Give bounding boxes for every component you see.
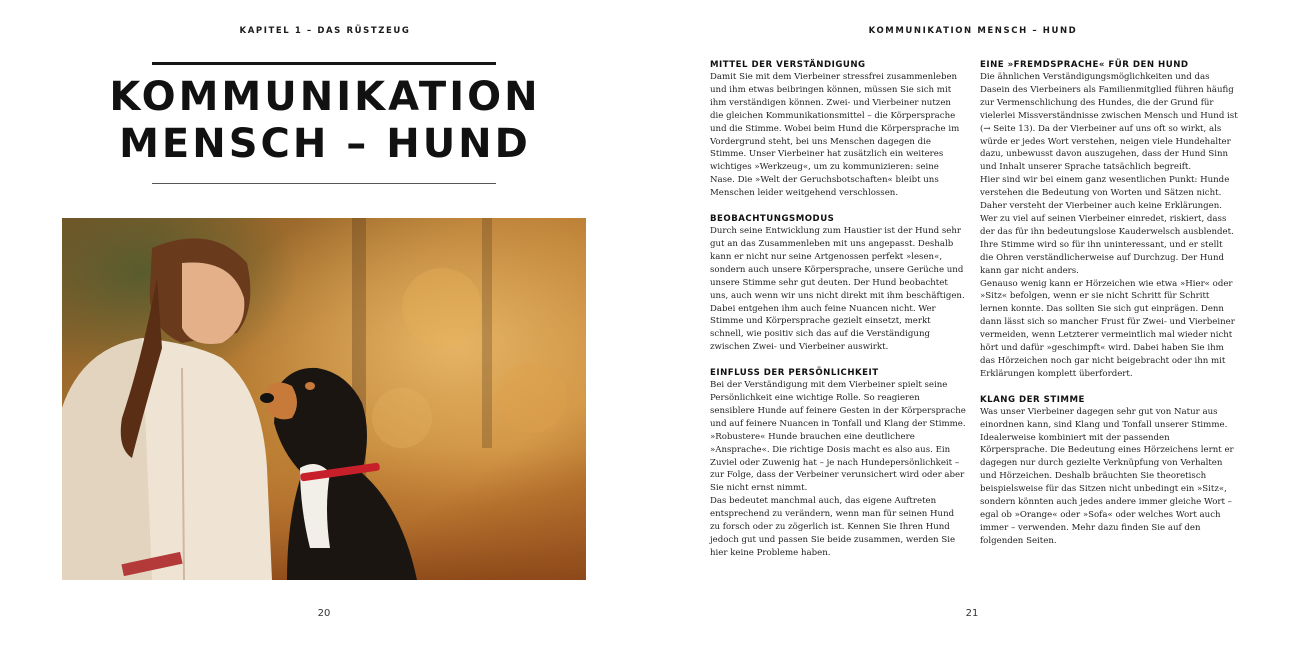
chapter-title-line-1: KOMMUNIKATION xyxy=(109,74,541,120)
section-klang xyxy=(980,394,1238,548)
section-paragraph: Das bedeutet manchmal auch, das eigene Auftreten entsprechend zu verändern, wenn man für seinen Hund zu forsch oder zu zögerlich ist. Kennen Sie Ihren Hund jedoch gut und passen Sie beide zusammen, werden Sie hier keine Probleme haben. xyxy=(710,496,956,558)
running-head-left: KAPITEL 1 – DAS RÜSTZEUG xyxy=(239,26,411,36)
section-heading: MITTEL DER VERSTÄNDIGUNG xyxy=(710,60,866,70)
page-number-right: 21 xyxy=(965,608,979,619)
section-heading: BEOBACHTUNGSMODUS xyxy=(710,214,835,225)
section-heading: KLANG DER STIMME xyxy=(980,394,1085,405)
section-fremdsprache xyxy=(980,59,1238,381)
section-mittel xyxy=(710,59,966,200)
title-rule-top xyxy=(152,62,496,65)
section-beobachtung xyxy=(710,213,966,354)
chapter-title xyxy=(100,74,550,168)
section-persoenlichkeit xyxy=(710,367,966,560)
section-paragraph: Was unser Vierbeiner dagegen sehr gut von Natur aus einordnen kann, sind Klang und Tonfall unserer Stimme. Idealerweise kombiniert mit der passenden Körpersprache. Die Bedeutung eines Hörzeichens lernt er dagegen nur durch gezielte Verknüpfung von Verhalten und Hörzeichen. Deshalb bräuchten Sie theoretisch beispielsweise für das Sitzen nicht unbedingt ein »Sitz«, sondern könnten auch jedes andere immer gleiche Wort – egal ob »Orange« oder »Sofa« oder welches Wort auch immer – verwenden. Mehr dazu finden Sie auf den folgenden Seiten. xyxy=(980,406,1234,546)
woman-and-dog-photo xyxy=(62,218,586,580)
section-paragraph: Die ähnlichen Verständigungsmöglichkeiten und das Dasein des Vierbeiners als Familienmitglied führen häufig zur Vermenschlichung des Hundes, die der Grund für vielerlei Missverständnisse zwischen Mensch und Hund ist (→ Seite 13). Da der Vierbeiner auf uns oft so wirkt, als würde er jedes Wort verstehen, neigen viele Hundehalter dazu, unbewusst davon auszugehen, dass der Hund Sinn und Inhalt unserer Sprache tatsächlich begreift. xyxy=(980,72,1238,173)
running-head-right: KOMMUNIKATION MENSCH – HUND xyxy=(868,26,1078,36)
chapter-title-line-2: MENSCH – HUND xyxy=(119,121,531,167)
section-paragraph: Damit Sie mit dem Vierbeiner stressfrei zusammenleben und ihm etwas beibringen können, müssen Sie sich mit ihm verständigen können. Zwei- und Vierbeiner nutzen die gleichen Kommunikationsmittel – die Körpersprache und die Stimme. Wobei beim Hund die Körpersprache im Vordergrund steht, bei uns Menschen dagegen die Stimme. Unser Vierbeiner hat zusätzlich ein weiteres wichtiges »Werkzeug«, um zu kommunizieren: seine Nase. Die »Welt der Geruchsbotschaften« bleibt uns Menschen leider weitgehend verschlossen. xyxy=(710,72,960,199)
text-column-right xyxy=(980,59,1238,561)
title-rule-bottom xyxy=(152,183,496,184)
section-paragraph: Durch seine Entwicklung zum Haustier ist der Hund sehr gut an das Zusammenleben mit uns angepasst. Deshalb kann er nicht nur seine Artgenossen perfekt »lesen«, sondern auch unsere Körpersprache, unsere Gerüche und unsere Stimme sehr gut deuten. Der Hund beobachtet uns, auch wenn wir uns nicht direkt mit ihm beschäftigen. Dabei entgehen ihm auch feine Nuancen nicht. Wer Stimme und Körpersprache gezielt einsetzt, merkt schnell, wie positiv sich das auf die Verständigung zwischen Zwei- und Vierbeiner auswirkt. xyxy=(710,226,965,353)
section-paragraph: Genauso wenig kann er Hörzeichen wie etwa »Hier« oder »Sitz« befolgen, wenn er sie nicht Schritt für Schritt lernen konnte. Das sollten Sie sich gut einprägen. Denn dann lässt sich so mancher Frust für Zwei- und Vierbeiner vermeiden, wenn Letzterer vermeintlich mal wieder nicht hört und dafür »geschimpft« wird. Dabei haben Sie ihm das Hörzeichen noch gar nicht beigebracht oder ihn mit Erklärungen komplett überfordert. xyxy=(980,278,1235,379)
text-column-left xyxy=(710,59,966,573)
section-paragraph: Bei der Verständigung mit dem Vierbeiner spielt seine Persönlichkeit eine wichtige Rolle. So reagieren sensiblere Hunde auf feinere Gesten in der Körpersprache und auf feinere Nuancen in Tonfall und Klang der Stimme. »Robustere« Hunde brauchen eine deutlichere »Ansprache«. Die richtige Dosis macht es also aus. Ein Zuviel oder Zuwenig hat – je nach Hundepersönlichkeit – zur Folge, dass der Verbeiner verunsichert wird oder aber Sie nicht ernst nimmt. xyxy=(710,380,966,494)
section-paragraph: Hier sind wir bei einem ganz wesentlichen Punkt: Hunde verstehen die Bedeutung von Worten und Sätzen nicht. Daher versteht der Vierbeiner auch keine Erklärungen. Wer zu viel auf seinen Vierbeiner einredet, riskiert, dass der das für ihn bedeutungslose Kauderwelsch ausblendet. Ihre Stimme wird so für ihn uninteressant, und er stellt die Ohren verständlicherweise auf Durchzug. Der Hund kann gar nicht anders. xyxy=(980,175,1234,276)
right-page xyxy=(648,0,1296,648)
section-heading: EINE »FREMDSPRACHE« FÜR DEN HUND xyxy=(980,60,1189,70)
section-heading: EINFLUSS DER PERSÖNLICHKEIT xyxy=(710,368,879,379)
page-number-left: 20 xyxy=(317,608,331,619)
